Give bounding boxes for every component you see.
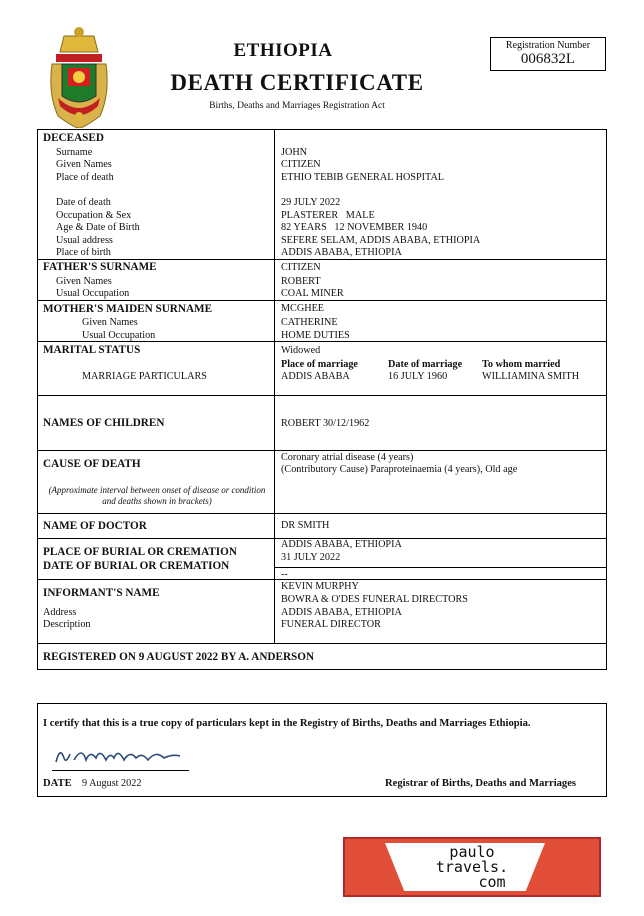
marriage-particulars-label: MARRIAGE PARTICULARS [82, 371, 207, 382]
document-title: DEATH CERTIFICATE [170, 70, 424, 95]
informant-description-value: FUNERAL DIRECTOR [281, 619, 381, 630]
marital-status-value: Widowed [281, 345, 321, 356]
place-of-death-value: ETHIO TEBIB GENERAL HOSPITAL [281, 172, 445, 183]
signature-line [52, 770, 189, 771]
marriage-place-value: ADDIS ABABA [281, 371, 350, 382]
cause-line2: (Contributory Cause) Paraproteinaemia (4 years), Old age [281, 464, 518, 475]
occupation-sex-value: PLASTERER MALE [281, 210, 375, 221]
doctor-value: DR SMITH [281, 520, 330, 531]
occupation-sex-label: Occupation & Sex [56, 210, 132, 221]
father-heading: FATHER'S SURNAME [43, 261, 157, 273]
paulotravels-logo [343, 837, 601, 897]
cause-heading: CAUSE OF DEATH [43, 458, 141, 470]
row-divider [38, 513, 606, 514]
row-divider [38, 300, 606, 301]
mother-heading: MOTHER'S MAIDEN SURNAME [43, 303, 213, 315]
surname-value: JOHN [281, 147, 308, 158]
married-to-value: WILLIAMINA SMITH [482, 371, 580, 382]
coat-of-arms-icon [44, 24, 114, 128]
surname-label: Surname [56, 147, 93, 158]
place-of-birth-label: Place of birth [56, 247, 111, 258]
country-title: ETHIOPIA [233, 40, 333, 61]
logo-line1: paulo [449, 843, 495, 861]
usual-address-label: Usual address [56, 235, 113, 246]
marital-status-heading: MARITAL STATUS [43, 344, 141, 356]
marriage-place-header: Place of marriage [281, 359, 358, 370]
mother-surname-value: MCGHEE [281, 303, 325, 314]
married-to-header: To whom married [482, 359, 561, 370]
registrar-label: Registrar of Births, Deaths and Marriages [385, 778, 577, 789]
signature [52, 740, 192, 770]
doctor-heading: NAME OF DOCTOR [43, 520, 147, 532]
father-occupation-value: COAL MINER [281, 288, 344, 299]
mother-occupation-label: Usual Occupation [82, 330, 156, 341]
informant-heading: INFORMANT'S NAME [43, 587, 160, 599]
father-surname-value: CITIZEN [281, 262, 321, 273]
marriage-date-header: Date of marriage [388, 359, 463, 370]
burial-extra-value: -- [281, 569, 288, 580]
informant-address-value: ADDIS ABABA, ETHIOPIA [281, 607, 402, 618]
deceased-heading: DECEASED [43, 132, 104, 144]
date-value: 9 August 2022 [82, 778, 142, 789]
burial-date-heading: DATE OF BURIAL OR CREMATION [43, 560, 230, 572]
row-divider [38, 395, 606, 396]
row-divider [38, 259, 606, 260]
usual-address-value: SEFERE SELAM, ADDIS ABABA, ETHIOPIA [281, 235, 481, 246]
age-dob-label: Age & Date of Birth [56, 222, 140, 233]
father-given-names-label: Given Names [56, 276, 112, 287]
age-dob-value: 82 YEARS 12 NOVEMBER 1940 [281, 222, 428, 233]
date-label: DATE [43, 778, 72, 789]
burial-place-heading: PLACE OF BURIAL OR CREMATION [43, 546, 237, 558]
given-names-label: Given Names [56, 159, 112, 170]
row-divider [38, 579, 606, 580]
informant-address-label: Address [43, 607, 77, 618]
row-divider [38, 450, 606, 451]
burial-date-value: 31 JULY 2022 [281, 552, 341, 563]
father-given-names-value: ROBERT [281, 276, 321, 287]
father-occupation-label: Usual Occupation [56, 288, 130, 299]
registered-line: REGISTERED ON 9 AUGUST 2022 BY A. ANDERSON [43, 651, 315, 663]
place-of-death-label: Place of death [56, 172, 114, 183]
date-of-death-value: 29 JULY 2022 [281, 197, 341, 208]
cause-line1: Coronary atrial disease (4 years) [281, 452, 414, 463]
marriage-date-value: 16 JULY 1960 [388, 371, 448, 382]
informant-description-label: Description [43, 619, 91, 630]
logo-line2: travels. [435, 858, 509, 876]
informant-name-value: KEVIN MURPHY [281, 581, 359, 592]
children-heading: NAMES OF CHILDREN [43, 417, 165, 429]
cause-note: (Approximate interval between onset of disease or condition and deaths shown in brackets) [48, 485, 266, 506]
certification-statement: I certify that this is a true copy of particulars kept in the Registry of Births, Deaths and Marriages Ethiopia. [43, 718, 531, 729]
place-of-birth-value: ADDIS ABABA, ETHIOPIA [281, 247, 402, 258]
given-names-value: CITIZEN [281, 159, 321, 170]
date-of-death-label: Date of death [56, 197, 111, 208]
registration-label: Registration Number [505, 40, 591, 51]
informant-company-value: BOWRA & O'DES FUNERAL DIRECTORS [281, 594, 468, 605]
registration-number: 006832L [520, 51, 576, 67]
mother-given-names-value: CATHERINE [281, 317, 338, 328]
row-divider [38, 643, 606, 644]
document-subtitle: Births, Deaths and Marriages Registration Act [209, 101, 385, 111]
logo-line3: com [478, 873, 506, 891]
mother-given-names-label: Given Names [82, 317, 138, 328]
mother-occupation-value: HOME DUTIES [281, 330, 350, 341]
row-divider [275, 567, 606, 568]
registration-number-box [490, 37, 606, 71]
burial-place-value: ADDIS ABABA, ETHIOPIA [281, 539, 402, 550]
children-value: ROBERT 30/12/1962 [281, 418, 370, 429]
